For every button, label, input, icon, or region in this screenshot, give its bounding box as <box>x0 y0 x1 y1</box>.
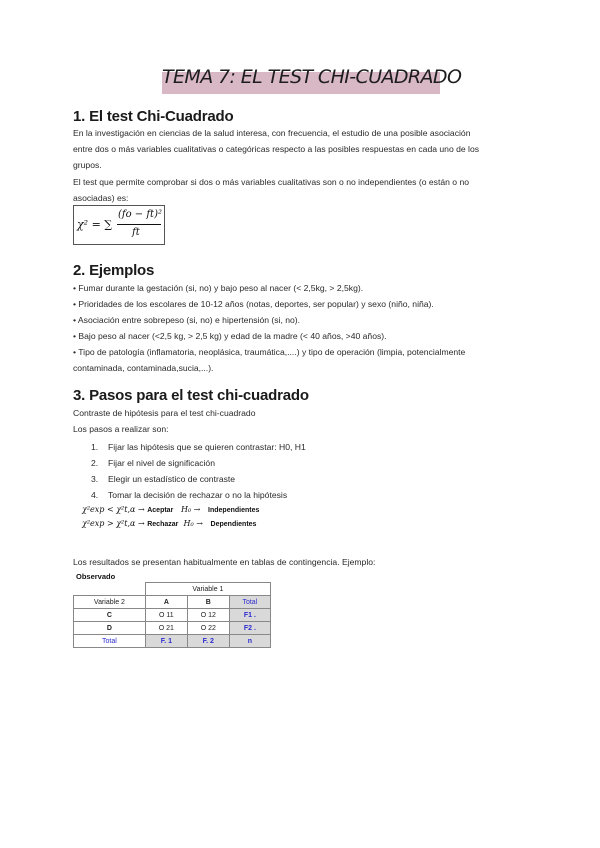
table-cell: O 21 <box>145 622 187 635</box>
section-1-line: El test que permite comprobar si dos o más variables cualitativas son o no independientes (o están o no <box>73 177 470 187</box>
step-number: 4. <box>91 490 99 500</box>
table-row <box>74 596 271 609</box>
step-text: Elegir un estadístico de contraste <box>108 474 236 484</box>
step-item <box>91 490 287 500</box>
row-label: D <box>74 622 146 635</box>
section-3-intro: Contraste de hipótesis para el test chi-cuadrado <box>73 408 256 418</box>
rule-action: Aceptar <box>147 507 174 514</box>
table-cell: O 11 <box>145 609 187 622</box>
table-header: Total <box>229 596 270 609</box>
rule-condition: χ²exp > χ²t,α <box>82 519 136 528</box>
step-item <box>91 442 306 452</box>
arrow-icon: → <box>137 505 145 514</box>
rule-condition: χ²exp < χ²t,α <box>82 505 136 514</box>
step-number: 2. <box>91 458 99 468</box>
step-text: Tomar la decisión de rechazar o no la hipótesis <box>108 490 288 500</box>
step-item <box>91 458 215 468</box>
rule-action: Rechazar <box>147 521 179 528</box>
table-cell: O 12 <box>187 609 229 622</box>
table-header: Variable 2 <box>74 596 146 609</box>
contingency-table <box>73 582 271 648</box>
example-bullet: • Prioridades de los escolares de 10-12 años (notas, deportes, ser popular) y sexo (niño, niña). <box>73 299 434 309</box>
fraction-bar <box>117 224 161 225</box>
section-1-line: grupos. <box>73 160 102 170</box>
section-1-line: En la investigación en ciencias de la salud interesa, con frecuencia, el estudio de una posible asociación <box>73 128 471 138</box>
column-total: F. 2 <box>187 635 229 648</box>
decision-rule <box>82 505 259 514</box>
example-bullet: • Bajo peso al nacer (<2,5 kg, > 2,5 kg) y edad de la madre (< 40 años, >40 años). <box>73 331 387 341</box>
row-total: F1 . <box>229 609 270 622</box>
example-bullet: • Asociación entre sobrepeso (si, no) e hipertensión (si, no). <box>73 315 301 325</box>
section-1-line: asociadas) es: <box>73 193 129 203</box>
section-3-heading: 3. Pasos para el test chi-cuadrado <box>73 387 309 404</box>
step-item <box>91 474 235 484</box>
arrow-icon: → <box>137 519 145 528</box>
section-1-heading: 1. El test Chi-Cuadrado <box>73 108 234 125</box>
table-row <box>74 583 271 596</box>
rule-result: Independientes <box>208 507 260 514</box>
row-label: C <box>74 609 146 622</box>
table-caption: Observado <box>76 572 116 581</box>
step-text: Fijar el nivel de significación <box>108 458 215 468</box>
section-2-heading: 2. Ejemplos <box>73 262 155 279</box>
chi-square-formula <box>73 205 165 245</box>
step-text: Fijar las hipótesis que se quieren contrastar: H0, H1 <box>108 442 306 452</box>
rule-hypothesis: H₀ → <box>183 519 203 528</box>
example-bullet: • Fumar durante la gestación (si, no) y bajo peso al nacer (< 2,5kg, > 2,5kg). <box>73 283 364 293</box>
example-bullet: • Tipo de patología (inflamatoria, neoplásica, traumática,....) y tipo de operación (limpia, potencialmente <box>73 347 466 357</box>
formula-lhs: χ² = ∑ <box>77 218 113 231</box>
row-total: F2 . <box>229 622 270 635</box>
page-title: TEMA 7: EL TEST CHI-CUADRADO <box>162 66 462 88</box>
formula-denominator: ft <box>132 227 140 238</box>
column-total: F. 1 <box>145 635 187 648</box>
step-number: 3. <box>91 474 99 484</box>
section-3-intro: Los pasos a realizar son: <box>73 424 169 434</box>
formula-numerator: (fo − ft)² <box>118 209 162 220</box>
table-row <box>74 609 271 622</box>
total-label: Total <box>74 635 146 648</box>
rule-result: Dependientes <box>210 521 257 528</box>
results-text: Los resultados se presentan habitualmente en tablas de contingencia. Ejemplo: <box>73 557 376 567</box>
rule-hypothesis: H₀ → <box>180 505 201 514</box>
table-row <box>74 635 271 648</box>
table-header: A <box>145 596 187 609</box>
section-1-line: entre dos o más variables cualitativas o categóricas respecto a las posibles respuestas en cada uno de los <box>73 144 480 154</box>
group-header: Variable 1 <box>145 583 270 596</box>
table-cell: O 22 <box>187 622 229 635</box>
table-header: B <box>187 596 229 609</box>
step-number: 1. <box>91 442 99 452</box>
grand-total: n <box>229 635 270 648</box>
table-cell <box>74 583 146 596</box>
example-bullet: contaminada, contaminada,sucia,...). <box>73 363 214 373</box>
decision-rule <box>82 519 256 528</box>
table-row <box>74 622 271 635</box>
